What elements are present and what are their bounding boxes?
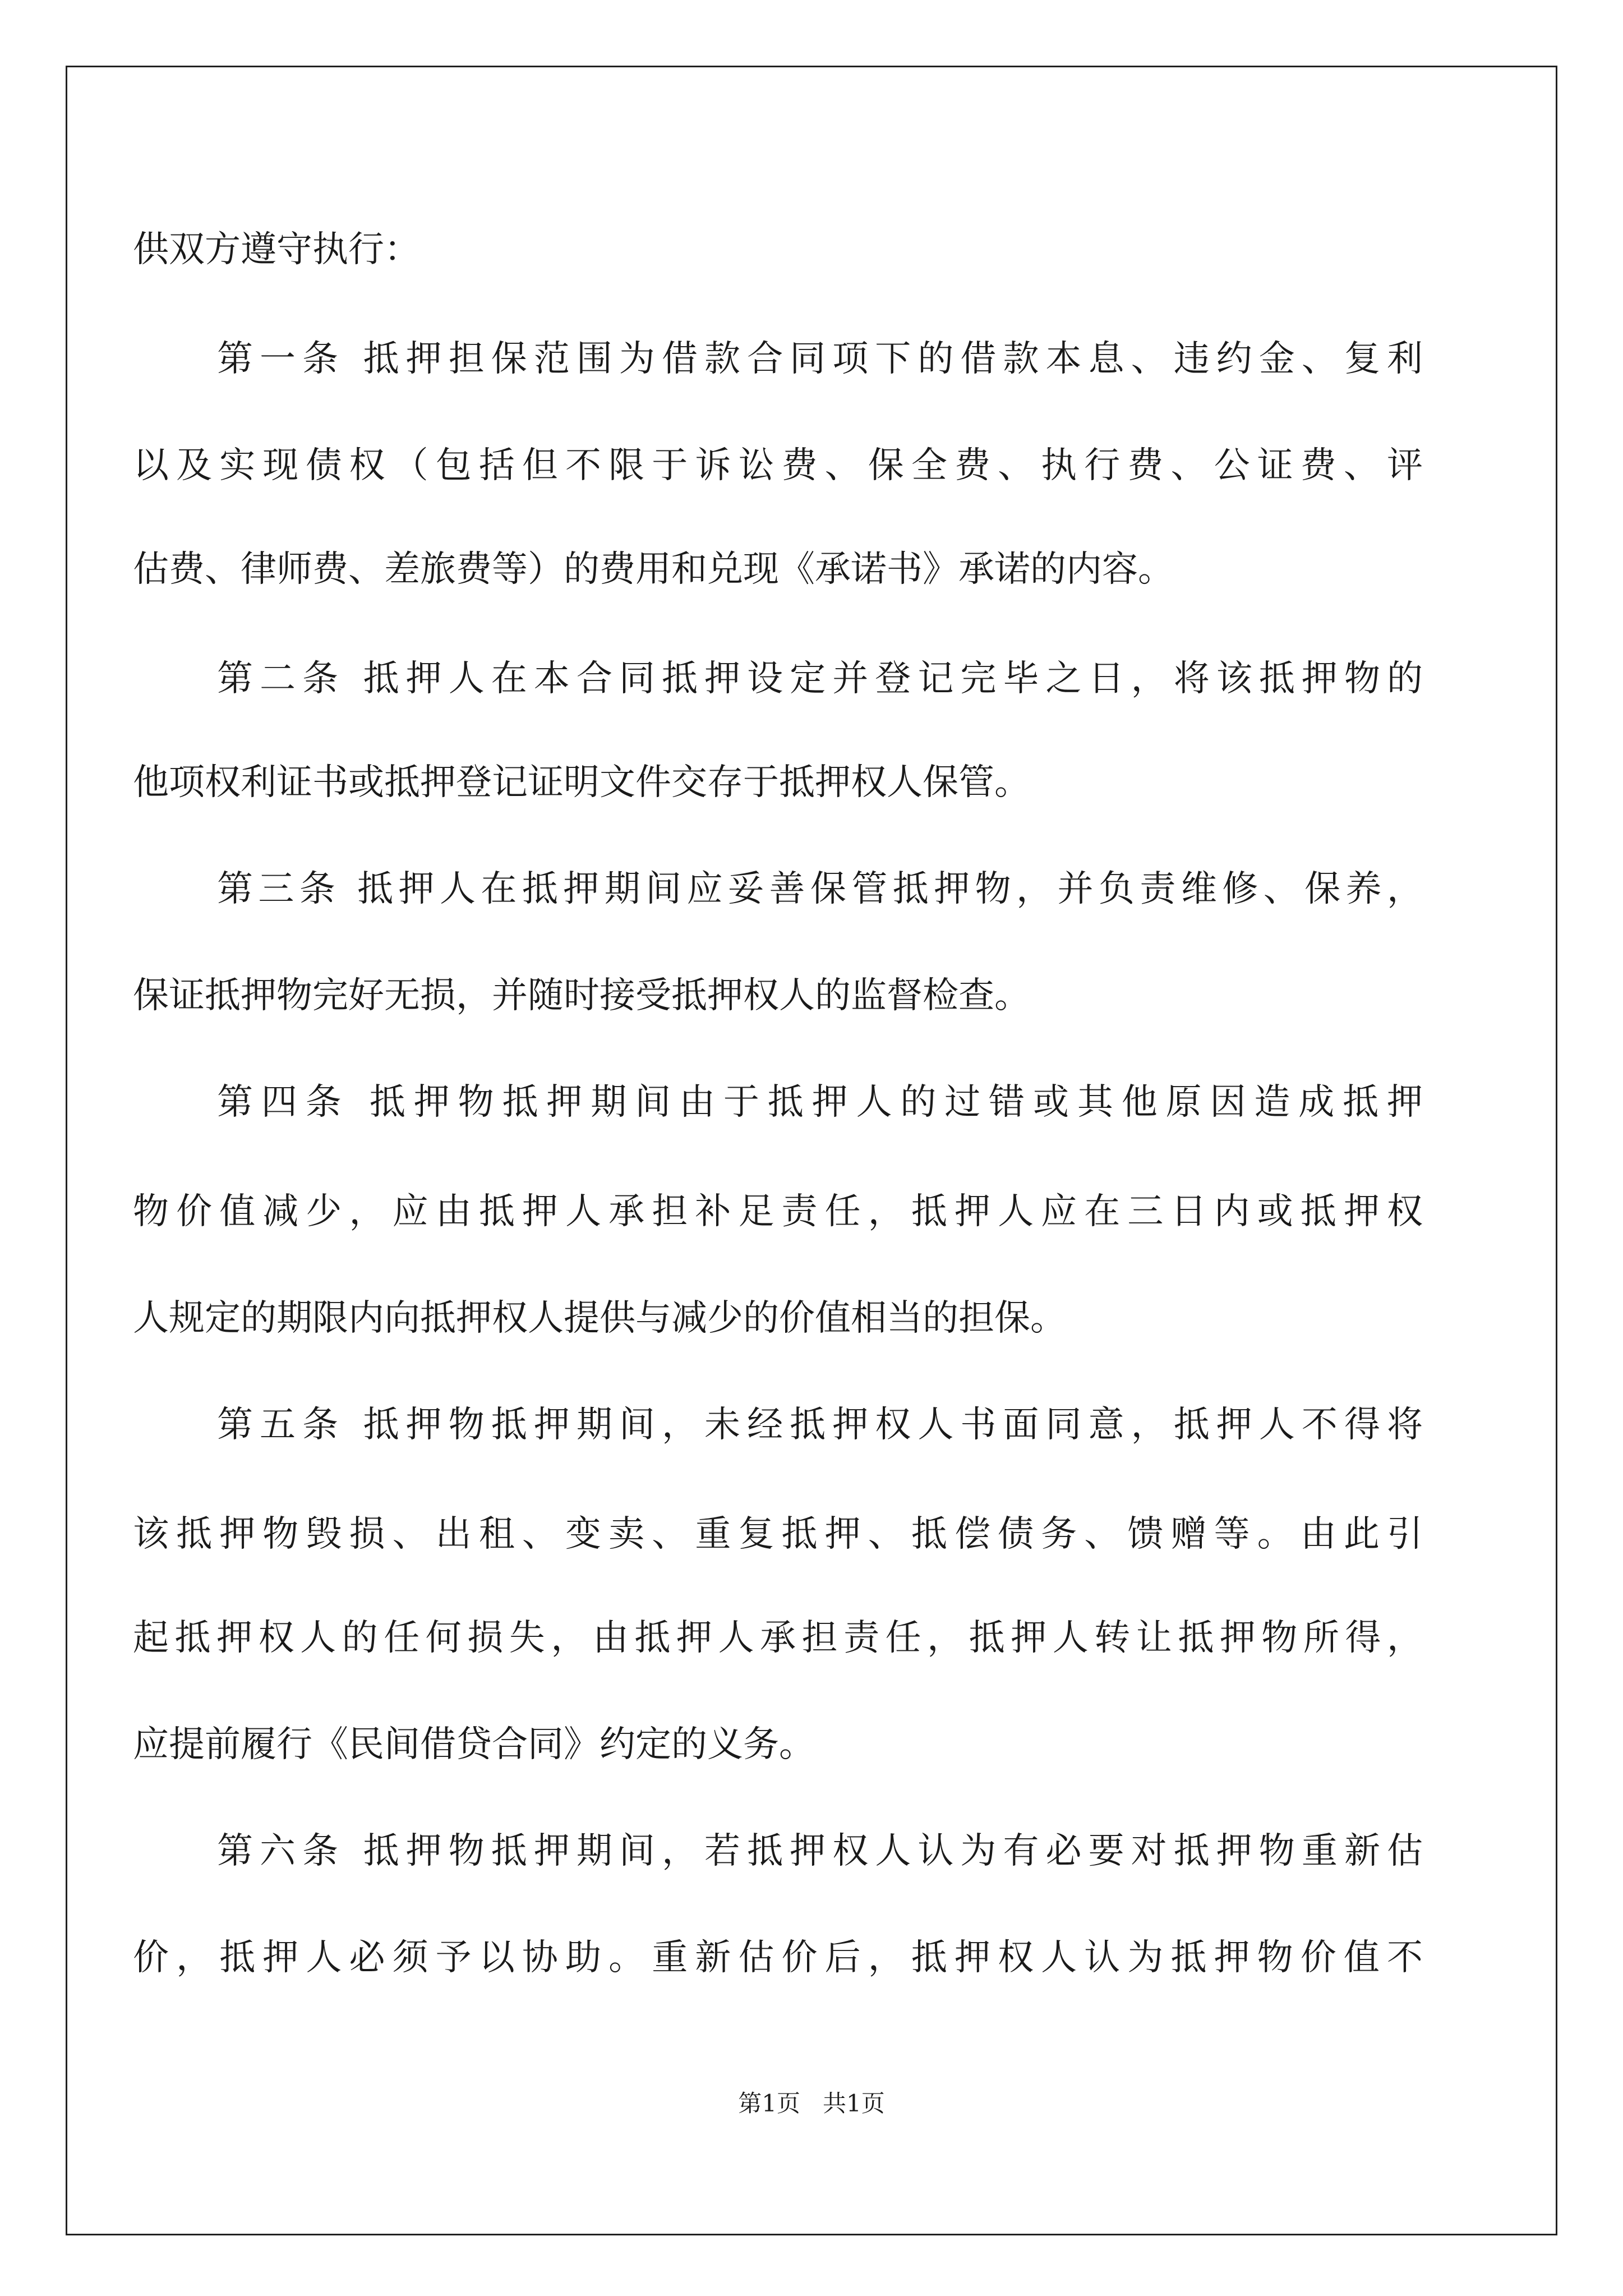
text-line: 以及实现债权（包括但不限于诉讼费、保全费、执行费、公证费、评 <box>133 445 1423 486</box>
page-footer <box>0 2087 1623 2120</box>
text-line: 起抵押权人的任何损失，由抵押人承担责任，抵押人转让抵押物所得， <box>133 1617 1423 1659</box>
text-line: 第五条 抵押物抵押期间，未经抵押权人书面同意，抵押人不得将 <box>217 1404 1423 1446</box>
text-line: 供双方遵守执行： <box>133 229 420 270</box>
text-line: 第四条 抵押物抵押期间由于抵押人的过错或其他原因造成抵押 <box>217 1082 1423 1123</box>
page-total: 共1页 <box>823 2090 885 2117</box>
text-line: 他项权利证书或抵押登记证明文件交存于抵押权人保管。 <box>133 762 1030 803</box>
text-line: 估费、律师费、差旅费等）的费用和兑现《承诺书》承诺的内容。 <box>133 549 1174 590</box>
text-line: 第二条 抵押人在本合同抵押设定并登记完毕之日，将该抵押物的 <box>217 658 1423 700</box>
text-line: 人规定的期限内向抵押权人提供与减少的价值相当的担保。 <box>133 1297 1066 1339</box>
page-number: 第1页 <box>738 2090 800 2117</box>
text-line: 物价值减少，应由抵押人承担补足责任，抵押人应在三日内或抵押权 <box>133 1191 1423 1232</box>
text-line: 第一条 抵押担保范围为借款合同项下的借款本息、违约金、复利 <box>217 338 1423 380</box>
text-line: 第六条 抵押物抵押期间，若抵押权人认为有必要对抵押物重新估 <box>217 1830 1423 1872</box>
text-line: 该抵押物毁损、出租、变卖、重复抵押、抵偿债务、馈赠等。由此引 <box>133 1513 1423 1555</box>
text-line: 保证抵押物完好无损，并随时接受抵押权人的监督检查。 <box>133 975 1030 1016</box>
page-frame <box>66 66 1557 2235</box>
text-line: 第三条 抵押人在抵押期间应妥善保管抵押物，并负责维修、保养， <box>217 868 1423 910</box>
text-line: 价，抵押人必须予以协助。重新估价后，抵押权人认为抵押物价值不 <box>133 1937 1423 1978</box>
text-line: 应提前履行《民间借贷合同》约定的义务。 <box>133 1724 815 1765</box>
